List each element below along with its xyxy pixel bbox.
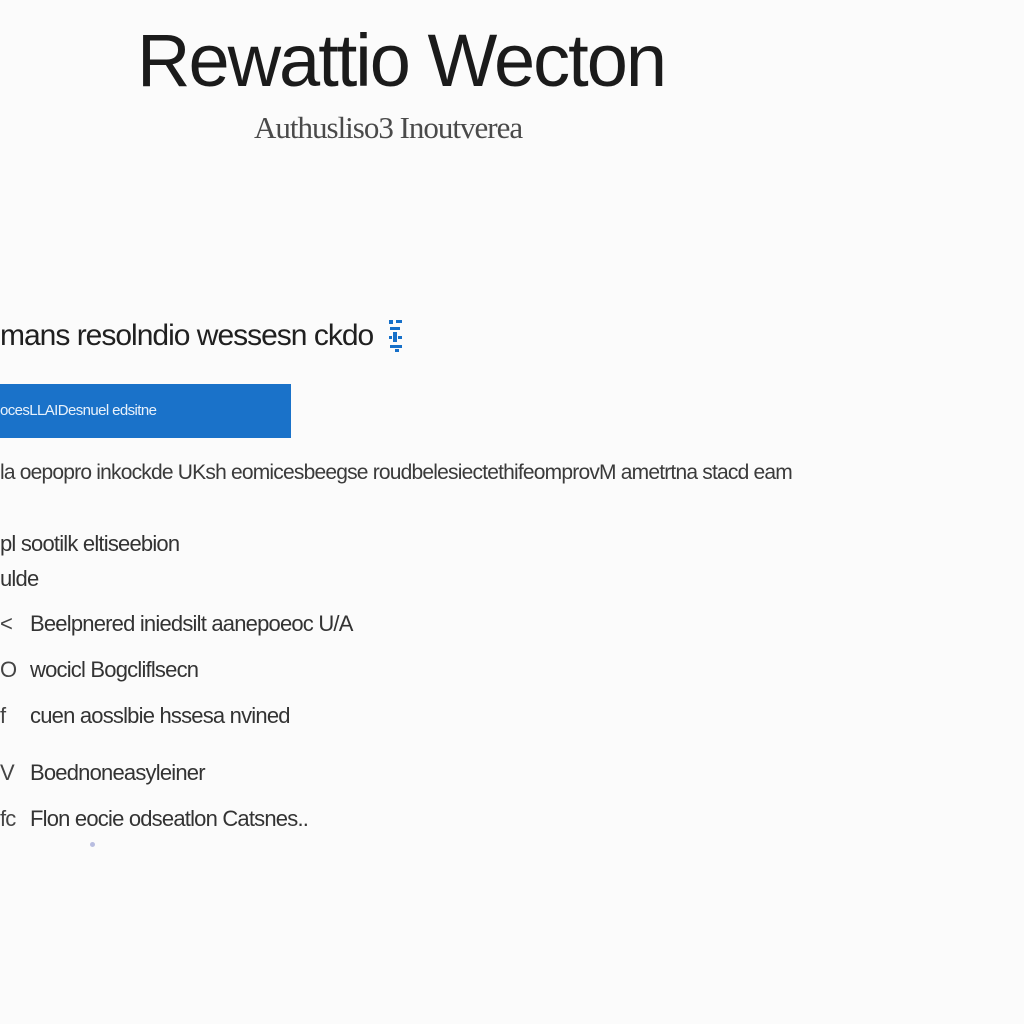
- list-subheading: ulde: [0, 566, 39, 591]
- list-item-marker: V: [0, 760, 14, 785]
- list-item-label: Beelpnered iniedsilt aanepoeoc U/A: [30, 611, 353, 636]
- primary-action-button[interactable]: [0, 384, 291, 438]
- list-item[interactable]: [0, 806, 308, 832]
- list-item-marker: fc: [0, 806, 16, 831]
- list-heading: pl sootilk eltiseebion: [0, 531, 180, 556]
- list-item-label: wocicl Bogcliflsecn: [30, 657, 199, 682]
- list-item[interactable]: [0, 760, 205, 786]
- decorative-dot: [90, 842, 95, 847]
- list-item-marker: O: [0, 657, 17, 682]
- section-heading-text: mans resolndio wessesn ckdo: [0, 319, 374, 352]
- list-item-label: Boednoneasyleiner: [30, 760, 205, 785]
- list-item-marker: f: [0, 703, 6, 728]
- list-item[interactable]: [0, 657, 198, 683]
- list-item-marker: <: [0, 611, 13, 636]
- list-item[interactable]: [0, 611, 353, 637]
- list-item-label: Flon eocie odseatlon Catsnes..: [30, 806, 309, 831]
- primary-action-button-label: ocesLLAIDesnuel edsitne: [0, 402, 157, 419]
- list-item-label: cuen aosslbie hssesa nvined: [30, 703, 290, 728]
- list-item[interactable]: [0, 703, 290, 729]
- brand-title: Rewattio Wecton: [137, 19, 665, 102]
- description-text: la oepopro inkockde UKsh eomicesbeegse roudbelesiectethifeomprovM ametrtna stacd eam: [0, 461, 792, 484]
- info-icon[interactable]: [387, 318, 405, 354]
- section-heading: [0, 318, 405, 354]
- brand-subtitle: Authusliso3 Inoutverea: [254, 110, 523, 145]
